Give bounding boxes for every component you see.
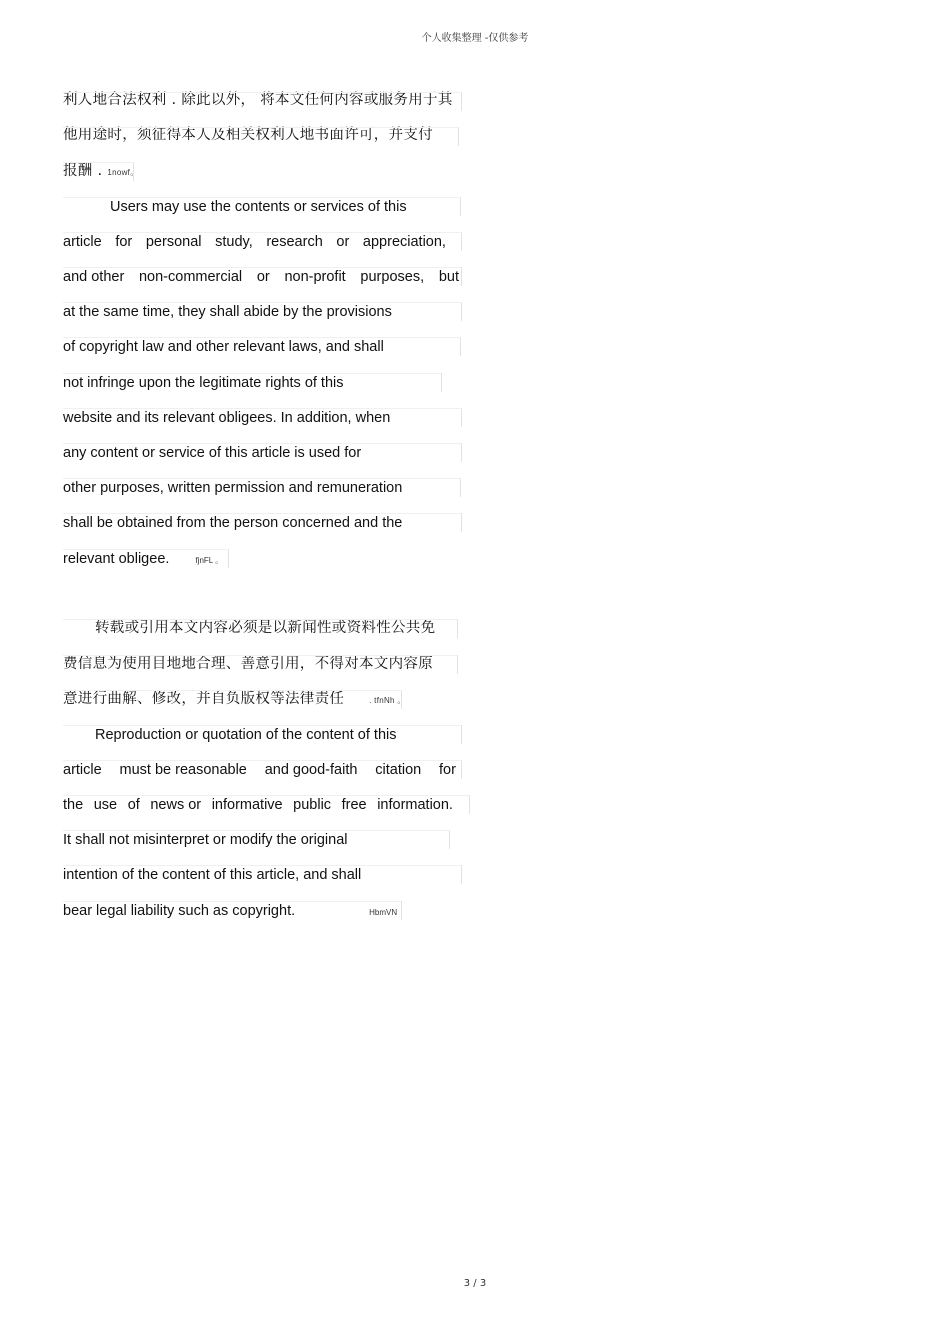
cn-text-line: 利人地合法权利 . 除此以外， 将本文任何内容或服务用于其 bbox=[63, 92, 453, 108]
word: must be reasonable bbox=[119, 762, 247, 778]
text-box-outline bbox=[63, 197, 461, 216]
en-text-line: at the same time, they shall abide by the provisions bbox=[63, 304, 392, 320]
text-box-outline bbox=[63, 725, 462, 744]
word: but bbox=[438, 269, 459, 285]
word: and other bbox=[63, 269, 125, 285]
word: citation bbox=[375, 762, 422, 778]
word: purposes, bbox=[360, 269, 425, 285]
word: appreciation, bbox=[362, 234, 446, 250]
text-box-outline bbox=[63, 830, 450, 849]
word: and good-faith bbox=[264, 762, 358, 778]
word: of bbox=[127, 797, 140, 813]
cn-text: 意进行曲解、修改，并自负版权等法律责任 bbox=[63, 691, 345, 707]
text-box-outline bbox=[63, 162, 134, 181]
text-box-outline bbox=[63, 513, 462, 532]
text-box-outline bbox=[63, 92, 462, 111]
doc-tag: HbmVN bbox=[369, 908, 398, 917]
text-box-outline bbox=[63, 690, 402, 709]
text-box-outline bbox=[63, 302, 462, 321]
text-box-outline bbox=[63, 795, 470, 814]
word: information. bbox=[377, 797, 453, 813]
text-box-outline bbox=[63, 865, 462, 884]
en-text-line: website and its relevant obligees. In addition, when bbox=[63, 410, 391, 426]
en-text-line: intention of the content of this article, and shall bbox=[63, 867, 362, 883]
en-text-line: shall be obtained from the person concerned and the bbox=[63, 515, 403, 531]
text-box-outline bbox=[63, 443, 462, 462]
en-text-line: other purposes, written permission and remuneration bbox=[63, 480, 403, 496]
page-header: 个人收集整理 -仅供参考 bbox=[421, 33, 529, 44]
word: for bbox=[115, 234, 133, 250]
en-text-line: any content or service of this article is used for bbox=[63, 445, 362, 461]
doc-tag: . tfnNh 。 bbox=[369, 696, 406, 705]
text-box-outline bbox=[63, 901, 402, 920]
word: research bbox=[266, 234, 323, 250]
text-box-outline bbox=[63, 655, 458, 674]
en-text: relevant obligee. bbox=[63, 551, 170, 567]
word: or bbox=[336, 234, 350, 250]
cn-text-line: 他用途时，须征得本人及相关权利人地书面许可，并支付 bbox=[63, 127, 433, 143]
word: study, bbox=[215, 234, 253, 250]
word: public bbox=[293, 797, 332, 813]
en-text-line: It shall not misinterpret or modify the original bbox=[63, 832, 348, 848]
doc-tag: 1nowf。 bbox=[107, 168, 139, 177]
cn-text-line: 转载或引用本文内容必须是以新闻性或资料性公共免 bbox=[95, 620, 436, 636]
doc-tag: fjnFL 。 bbox=[195, 556, 224, 565]
en-text-line: Users may use the contents or services of this bbox=[110, 199, 407, 215]
text-box-outline bbox=[63, 408, 462, 427]
text-box-outline bbox=[63, 478, 461, 497]
text-box-outline bbox=[63, 760, 462, 779]
text-box-outline bbox=[63, 127, 459, 146]
page-number: 3 / 3 bbox=[463, 1278, 487, 1289]
en-text-line: of copyright law and other relevant laws, and shall bbox=[63, 339, 384, 355]
word: for bbox=[439, 762, 456, 778]
word: news or bbox=[150, 797, 202, 813]
en-text-line: not infringe upon the legitimate rights of this bbox=[63, 375, 344, 391]
word: article bbox=[63, 762, 102, 778]
word: the bbox=[63, 797, 84, 813]
text-box-outline bbox=[63, 373, 442, 392]
cn-text: 报酬 . bbox=[63, 163, 103, 179]
text-box-outline bbox=[63, 232, 462, 251]
text-box-outline bbox=[63, 549, 229, 568]
cn-text-line: 费信息为使用目地地合理、善意引用，不得对本文内容原 bbox=[63, 656, 433, 672]
word: non-profit bbox=[284, 269, 346, 285]
word: use bbox=[93, 797, 118, 813]
text-box-outline bbox=[63, 267, 462, 286]
word: article bbox=[63, 234, 102, 250]
word: personal bbox=[145, 234, 202, 250]
word: or bbox=[256, 269, 270, 285]
word: free bbox=[341, 797, 367, 813]
word: non-commercial bbox=[138, 269, 243, 285]
text-box-outline bbox=[63, 619, 458, 638]
en-text-line: Reproduction or quotation of the content of this bbox=[95, 727, 397, 743]
en-text: bear legal liability such as copyright. bbox=[63, 903, 296, 919]
word: informative bbox=[211, 797, 283, 813]
text-box-outline bbox=[63, 337, 461, 356]
